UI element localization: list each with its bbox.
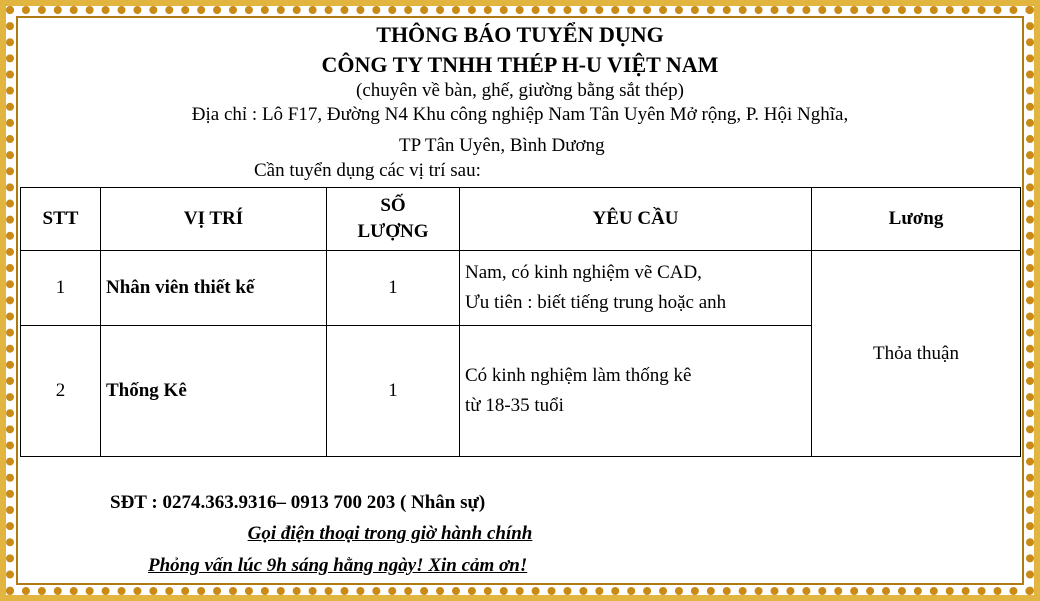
header-quantity-line2: LƯỢNG <box>357 221 429 242</box>
contact-phone: SĐT : 0274.363.9316– 0913 700 203 ( Nhân sự) <box>110 492 486 513</box>
requirement-line: Có kinh nghiệm làm thống kê <box>465 365 692 386</box>
header-position: VỊ TRÍ <box>101 188 327 251</box>
address-line-1: Địa chỉ : Lô F17, Đường N4 Khu công nghiệp Nam Tân Uyên Mở rộng, P. Hội Nghĩa, <box>191 104 849 125</box>
row-stt: 1 <box>21 251 101 326</box>
row-quantity: 1 <box>327 326 460 457</box>
table-header-row <box>21 188 1021 251</box>
notice-title: THÔNG BÁO TUYỂN DỤNG <box>376 22 664 47</box>
row-requirements <box>460 326 812 457</box>
requirement-line: Nam, có kinh nghiệm vẽ CAD, <box>465 262 702 283</box>
row-position: Nhân viên thiết kế <box>101 251 327 326</box>
positions-table <box>20 187 1021 457</box>
header-requirements: YÊU CẦU <box>460 188 812 251</box>
header-quantity <box>327 188 460 251</box>
company-name: CÔNG TY TNHH THÉP H-U VIỆT NAM <box>321 52 719 77</box>
header-stt: STT <box>21 188 101 251</box>
call-hours-note: Gọi điện thoại trong giờ hành chính <box>247 523 533 544</box>
address-line-2: TP Tân Uyên, Bình Dương <box>399 135 605 156</box>
interview-note: Phỏng vấn lúc 9h sáng hằng ngày! Xin cảm ơn! <box>148 555 528 576</box>
row-stt: 2 <box>21 326 101 457</box>
salary-cell: Thỏa thuận <box>812 251 1021 457</box>
requirement-line: Ưu tiên : biết tiếng trung hoặc anh <box>465 292 727 313</box>
table-row <box>21 251 1021 326</box>
header-salary: Lương <box>812 188 1021 251</box>
company-specialty: (chuyên về bàn, ghế, giường bằng sắt thép) <box>356 80 684 101</box>
requirement-line: từ 18-35 tuổi <box>465 395 564 416</box>
positions-intro: Cần tuyển dụng các vị trí sau: <box>254 160 481 181</box>
row-position: Thống Kê <box>101 326 327 457</box>
row-requirements <box>460 251 812 326</box>
row-quantity: 1 <box>327 251 460 326</box>
header-quantity-line1: SỐ <box>380 195 406 216</box>
